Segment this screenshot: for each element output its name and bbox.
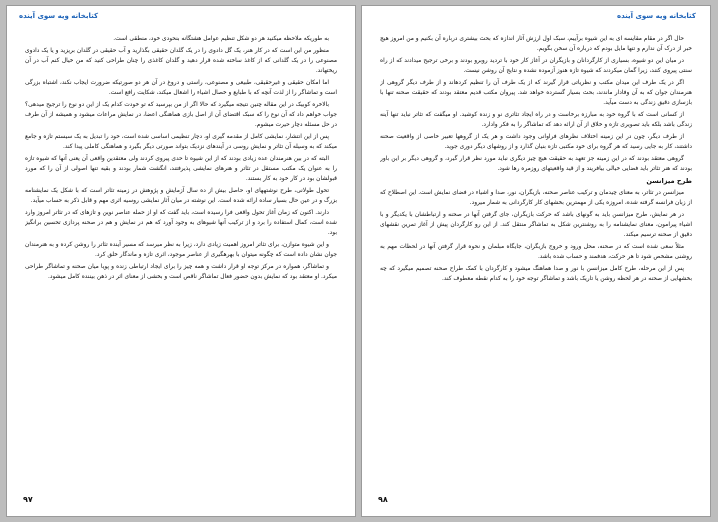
paragraph: گروهی معتقد بودند که در این زمینه جز تعهد به حقیقت هیچ چیز دیگری نباید مورد نظر قرار گیرد، و گروهی دیگر بر این باور بودند که هنر تئاتر باید فضایی خیالی بیافریند و از قید واقعیتهای روزمره رها شود.: [380, 156, 692, 172]
page-number: ۹۸: [378, 495, 388, 504]
paragraph: و این شیوه متوازن، برای تئاتر امروز اهمیت زیادی دارد، زیرا به نظر میرسد که مسیر آینده تئاتر را روشن کرده و به هنرمندان جوان نشان داده است که چگونه میتوان با بهرهگیری از عناصر موجود، اثری تازه و ماندگار خلق کرد.: [25, 242, 337, 258]
paragraph: در میان این دو شیوه، بسیاری از کارگردانان و بازیگران در آغاز کار خود با تردید روبرو بودند و برخی ترجیح میدادند که از راه سنتی پیروی کنند، زیرا گمان میکردند که شیوه تازه هنوز آزموده نشده و نتایج آن روشن نیست.: [380, 58, 692, 74]
paragraph: بالاخره کوبیک در این مقاله چنین نتیجه میگیرد که حالا اگر از من بپرسید که تو خودت کدام یک از این دو نوع را ترجیح میدهی؟ جواب خواهم داد که آن نوع را که سبک اقتضای آن از اصل بازی هماهنگی اعضا، در نمایش مراعات میشود و همیشه از آن طرف در حل مسئله دچار حیرت میشوم.: [25, 102, 337, 128]
page-body-text: [380, 34, 692, 486]
paragraph: منظور من این است که در کار هنر، یک گل دادوی را در یک گلدان حقیقی بگذارید و آب حقیقی در گلدان بریزید و یا یک دادوی مصنوعی را در یک گلدانی که از کاغذ ساخته شده قرار دهید و گلدان کاغذی را چنان طراحی کنید که من خیال کنم آب در آن ریختهاند.: [25, 48, 337, 74]
running-header: کتابخانه ویه سوی آینده: [19, 12, 99, 20]
paragraph: اگر در یک طرف این میدان مکتب و نظریاتی قرار گیرند که از یک طرف آن را تنظیم کردهاند و از طرف دیگر گروهی از هنرمندان جوان که به آن وفادار ماندند، بحث بسیار گسترده خواهد شد. پیروان مکتب قدیم معتقد بودند که حقیقت صحنه تنها با بازسازی دقیق زندگی به دست میآید.: [380, 80, 692, 106]
page-body-text: [25, 34, 337, 486]
paragraph: البته که در بین هنرمندان عده زیادی بودند که از این شیوه تا حدی پیروی کردند ولی معتقدین واقعی آن یعنی آنها که شیوه تازه را به عنوان یک مکتب مستقل در تئاتر و هنرهای نمایشی پذیرفتند، انگشت شمار بودند و بقیه تنها اصولی از آن را که مورد قبولشان بود در کار خود به کار بستند.: [25, 156, 337, 182]
paragraph: به طوریکه ملاحظه میکنید هر دو شکل تنظیم عوامل هشتگانه بنحودی خود، منطقی است.: [113, 36, 329, 42]
paragraph: در هر نمایش، طرح میزانسن باید به گونهای باشد که حرکت بازیگران، جای گرفتن آنها در صحنه و ارتباطشان با یکدیگر و با اشیاء پیرامون، معنای نمایشنامه را به روشنترین شکل به تماشاگر منتقل کند. از این رو کارگردان پیش از آغاز تمرین نقشهای دقیق از صحنه ترسیم میکند.: [380, 212, 692, 238]
paragraph: حال اگر در مقام مقایسه ای به این شیوه برآییم، سبک اول ارزش آثار اندازه که بحث بیشتری درباره آن بکنیم و من امروز هیچ خبر از درک آن ندارم و تنها مایل بودم که درباره آن سخن بگویم.: [380, 36, 692, 52]
paragraph: مثلاً سعی شده است که در صحنه، محل ورود و خروج بازیگران، جایگاه مبلمان و نحوه قرار گرفتن آنها در لحظات مهم به روشنی مشخص شود تا هر حرکت، هدفمند و حساب شده باشد.: [380, 244, 692, 260]
paragraph: میزانسن در تئاتر، به معنای چیدمان و ترکیب عناصر صحنه، بازیگران، نور، صدا و اشیاء در فضای نمایش است. این اصطلاح که از زبان فرانسه گرفته شده، امروزه یکی از مهمترین بخشهای کار کارگردانی به شمار میرود.: [380, 190, 692, 206]
running-header: کتابخانه ویه سوی آینده: [616, 12, 696, 20]
paragraph: از طرف دیگر، چون در این زمینه اختلاف نظرهای فراوانی وجود داشت و هر یک از گروهها تعبیر خاصی از واقعیت صحنه داشتند، کار به جایی رسید که هر گروه برای خود مکتبی تازه بنیان گذارد و از روشهای دیگر دوری جوید.: [380, 134, 692, 150]
paragraph: دارند. اکنون که زمان آغاز تحول واقعی فرا رسیده است، باید گفت که او از حمله عناصر نوین و تازهای که در تئاتر امروز وارد شده است، کمال استفاده را برد و از ترکیب آنها شیوهای به وجود آورد که هم در نمایش و هم در صحنه پردازی تحسین برانگیز بود.: [25, 210, 337, 236]
left-page: [6, 5, 356, 517]
page-number: ۹۷: [23, 495, 33, 504]
paragraph: اما امکان حقیقی و غیرحقیقی، طبیعی و مصنوعی، راستی و دروغ در آن هر دو صورتیکه ضرورت ایجاب نکند، اشتباه بزرگی است و تماشاگر را از لذت آنچه که با طبایع و خصال اشیاء را اشغال میکند، شکایت رافع است.: [25, 80, 337, 96]
paragraph: و تماشاگر، همواره در مرکز توجه او قرار داشت و همه چیز را برای ایجاد ارتباطی زنده و پویا میان صحنه و تماشاگر طراحی میکرد. او معتقد بود که نمایش بدون حضور فعال تماشاگر ناقص است و بخشی از معنای اثر در ذهن بیننده کامل میشود.: [25, 264, 337, 280]
paragraph: پس از این مرحله، طرح کامل میزانسن با نور و صدا هماهنگ میشود و کارگردان با کمک طراح صحنه تصمیم میگیرد که چه بخشهایی از صحنه در هر لحظه روشن یا تاریک باشد و تماشاگر توجه خود را به کدام نقطه معطوف کند.: [380, 266, 692, 282]
section-heading: طرح میزانسن: [646, 177, 692, 185]
paragraph: پس از این انتشار، نمایشی کامل از مقدمه گیری او، دچار تنظیمی اساسی شده است، خود را تبدیل به یک سیستم تازه و جامع میکند که به وسیله آن تئاتر و نمایش روسی در آیندهای نزدیک بتواند صورتی دیگر بگیرد و هماهنگی کاملی پیدا کند.: [25, 134, 337, 150]
paragraph: تحول طولانی، طرح نوشتههای او، حاصل بیش از ده سال آزمایش و پژوهش در زمینه تئاتر است که با شکل یک نمایشنامه بزرگ و در عین حال بسیار ساده ارائه شده است. این نوشته در میان آثار نمایشی روسیه اثری مهم و قابل ذکر به حساب میآید.: [25, 188, 337, 204]
right-page: [361, 5, 711, 517]
paragraph: از کسانی است که با گروه خود به مبارزه برخاست و در راه ایجاد تئاتری نو و زنده کوشید. او میگفت که تئاتر نباید تنها آینه زندگی باشد بلکه باید تصویری تازه و خلاق از آن ارائه دهد که تماشاگر را به فکر وادارد.: [380, 112, 692, 128]
